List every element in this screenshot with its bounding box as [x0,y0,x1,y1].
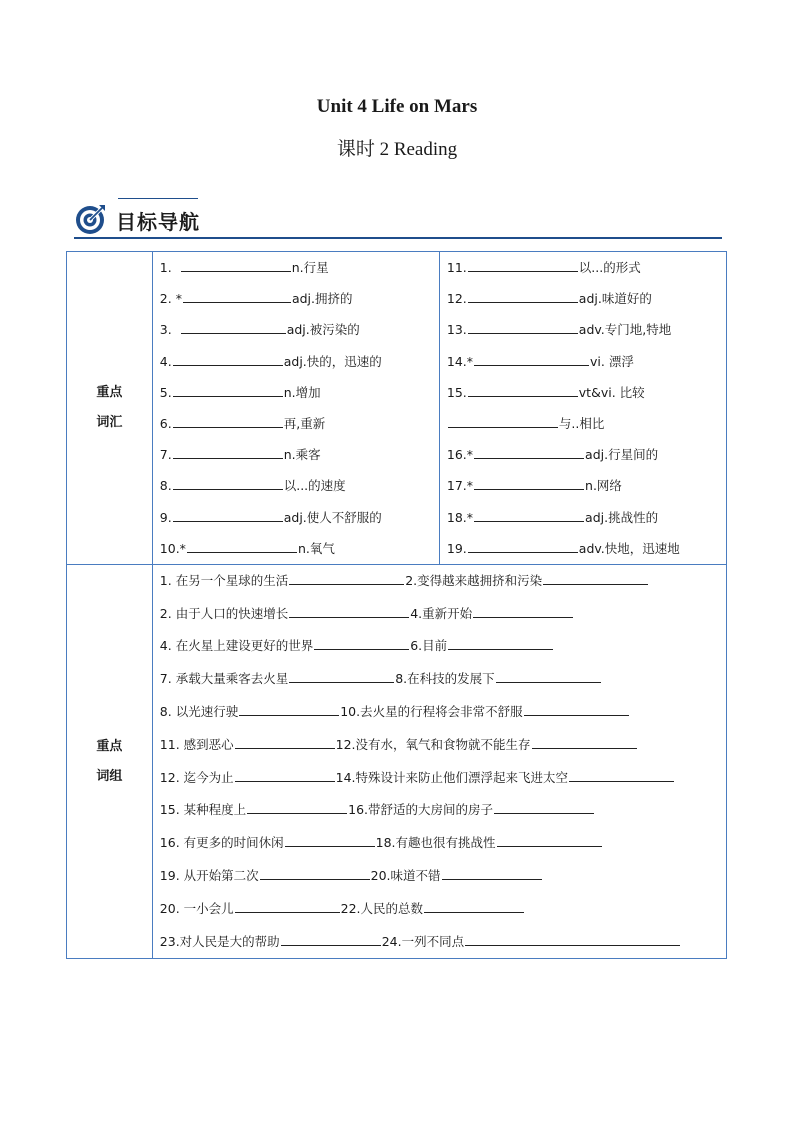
answer-blank[interactable] [285,830,375,847]
answer-blank[interactable] [314,633,409,650]
section-title: 目标导航 [116,210,200,234]
document-title: Unit 4 Life on Mars [316,96,478,117]
phrase-column [152,564,726,959]
category-label-line2: 词汇 [96,414,123,430]
item-number: 9. [159,509,172,525]
phrase-item [153,663,726,696]
phrase-prompt: 12. 迄今为止 [159,769,234,785]
target-icon [74,202,108,236]
item-number: 7. [159,447,172,463]
answer-blank[interactable] [235,732,335,749]
category-label-line2: 词组 [96,768,123,784]
answer-blank[interactable] [260,863,370,880]
phrase-prompt: 24.一列不同点 [381,933,465,949]
answer-blank[interactable] [496,666,601,683]
item-meaning: adj.行星间的 [585,447,659,463]
phrase-prompt: 6.目前 [410,638,448,654]
vocab-left-column [152,252,439,565]
phrase-item [153,926,726,959]
vocab-item [440,470,726,501]
item-meaning: n.乘客 [283,447,321,463]
phrase-prompt: 1. 在另一个星球的生活 [159,572,289,588]
answer-blank[interactable] [442,863,542,880]
item-number: 5. [159,384,172,400]
phrase-prompt: 2.变得越来越拥挤和污染 [405,572,543,588]
answer-blank[interactable] [235,765,335,782]
phrase-prompt: 8. 以光速行驶 [159,704,239,720]
category-label-line1: 重点 [96,384,123,400]
answer-blank[interactable] [569,765,674,782]
vocab-item [440,439,726,470]
answer-blank[interactable] [465,929,680,946]
answer-blank[interactable] [474,442,584,459]
answer-blank[interactable] [448,633,553,650]
phrase-item [153,794,726,827]
phrase-prompt: 20.味道不错 [370,868,441,884]
item-number: 1. [159,260,172,275]
answer-blank[interactable] [468,317,578,334]
vocab-row [67,252,727,565]
item-meaning: 再,重新 [283,415,326,431]
phrase-item [153,860,726,893]
item-meaning: vi. 漂浮 [590,353,634,369]
section-header [74,198,722,240]
answer-blank[interactable] [173,380,283,397]
phrase-prompt: 7. 承载大量乘客去火星 [159,671,289,687]
item-meaning: 以...的形式 [578,260,641,275]
answer-blank[interactable] [524,699,629,716]
phrase-item [153,565,726,598]
answer-blank[interactable] [239,699,339,716]
item-meaning: n.增加 [283,384,321,400]
item-meaning: adj.使人不舒服的 [283,509,382,525]
answer-blank[interactable] [468,255,578,272]
document-subtitle: 课时 2 Reading [336,139,458,160]
vocab-item [440,283,726,314]
vocab-item [440,377,726,408]
phrase-item [153,630,726,663]
vocab-item [153,314,439,345]
phrase-prompt: 18.有趣也很有挑战性 [375,835,496,851]
item-meaning: n.氧气 [297,540,335,556]
item-meaning: adj.拥挤的 [291,291,353,307]
phrase-item [153,827,726,860]
answer-blank[interactable] [281,929,381,946]
phrase-item [153,762,726,795]
answer-blank[interactable] [474,349,589,366]
answer-blank[interactable] [474,473,584,490]
item-meaning: adv.快地，迅速地 [578,540,680,556]
vocab-item [440,533,726,564]
answer-blank[interactable] [424,896,524,913]
answer-blank[interactable] [289,666,394,683]
decorative-line [118,198,198,199]
vocab-item [153,283,439,314]
phrase-prompt: 23.对人民是大的帮助 [159,933,280,949]
item-number: 15. [446,384,467,400]
section-underline [74,237,722,239]
item-number: 12. [446,291,467,307]
answer-blank[interactable] [181,255,291,272]
item-meaning: adj.快的，迅速的 [283,353,382,369]
phrase-prompt: 8.在科技的发展下 [395,671,495,687]
worksheet-table [66,251,727,959]
item-meaning: 以...的速度 [283,478,346,494]
item-meaning: vt&vi. 比较 [578,384,645,400]
answer-blank[interactable] [468,536,578,553]
answer-blank[interactable] [468,286,578,303]
item-meaning: n.网络 [585,478,622,494]
vocab-category [67,252,153,565]
vocab-item [440,408,726,439]
phrase-prompt: 22.人民的总数 [340,900,424,916]
answer-blank[interactable] [473,601,573,618]
vocab-item [153,252,439,283]
answer-blank[interactable] [247,797,347,814]
phrase-prompt: 16. 有更多的时间休闲 [159,835,284,851]
item-number: 3. [159,322,172,338]
phrase-prompt: 2. 由于人口的快速增长 [159,605,289,621]
category-label-line1: 重点 [96,738,123,754]
phrase-item [153,598,726,631]
vocab-item [153,470,439,501]
phrase-item [153,696,726,729]
vocab-item [153,377,439,408]
item-number: 14.* [446,353,474,369]
phrase-prompt: 10.去火星的行程将会非常不舒服 [340,704,523,720]
answer-blank[interactable] [173,505,283,522]
answer-blank[interactable] [187,536,297,553]
item-meaning: adj.挑战性的 [585,509,659,525]
item-number: 6. [159,415,172,431]
phrase-prompt: 15. 某种程度上 [159,802,247,818]
phrase-item [153,893,726,926]
phrase-prompt: 4.重新开始 [410,605,473,621]
answer-blank[interactable] [543,568,648,585]
item-number: 11. [446,260,467,275]
phrase-prompt: 16.带舒适的大房间的房子 [348,802,494,818]
phrase-prompt: 12.没有水，氧气和食物就不能生存 [335,736,531,752]
vocab-item [153,533,439,564]
phrase-prompt: 20. 一小会儿 [159,900,234,916]
answer-blank[interactable] [497,830,602,847]
item-number: 16.* [446,447,474,463]
item-number: 4. [159,353,172,369]
item-number: 8. [159,478,172,494]
answer-blank[interactable] [289,601,409,618]
phrase-prompt: 19. 从开始第二次 [159,868,259,884]
phrase-category [67,564,153,959]
item-number: 17.* [446,478,474,494]
answer-blank[interactable] [468,380,578,397]
item-number: 2. * [159,291,182,307]
vocab-item [440,252,726,283]
item-meaning: adj.味道好的 [578,291,652,307]
item-meaning: n.行星 [291,260,329,275]
vocab-item [153,346,439,377]
answer-blank[interactable] [532,732,637,749]
phrase-row [67,564,727,959]
phrase-prompt: 11. 感到恶心 [159,736,234,752]
answer-blank[interactable] [183,286,291,303]
item-meaning: adj.被污染的 [286,322,360,338]
item-number: 13. [446,322,467,338]
answer-blank[interactable] [235,896,340,913]
vocab-item [153,408,439,439]
vocab-item [153,439,439,470]
answer-blank[interactable] [173,442,283,459]
answer-blank[interactable] [173,349,283,366]
answer-blank[interactable] [289,568,404,585]
answer-blank[interactable] [173,411,283,428]
vocab-item [440,502,726,533]
answer-blank[interactable] [173,473,283,490]
item-meaning: adv.专门地,特地 [578,322,672,338]
phrase-prompt: 14.特殊设计来防止他们漂浮起来飞进太空 [335,769,569,785]
item-number: 19. [446,540,467,556]
vocab-item [153,502,439,533]
vocab-item [440,314,726,345]
answer-blank[interactable] [181,317,286,334]
item-number: 10.* [159,540,186,556]
answer-blank[interactable] [448,411,558,428]
phrase-prompt: 4. 在火星上建设更好的世界 [159,638,314,654]
item-meaning: 与..相比 [558,415,605,431]
vocab-right-column [439,252,726,565]
vocab-item [440,346,726,377]
answer-blank[interactable] [494,797,594,814]
answer-blank[interactable] [474,505,584,522]
item-number: 18.* [446,509,474,525]
phrase-item [153,729,726,762]
